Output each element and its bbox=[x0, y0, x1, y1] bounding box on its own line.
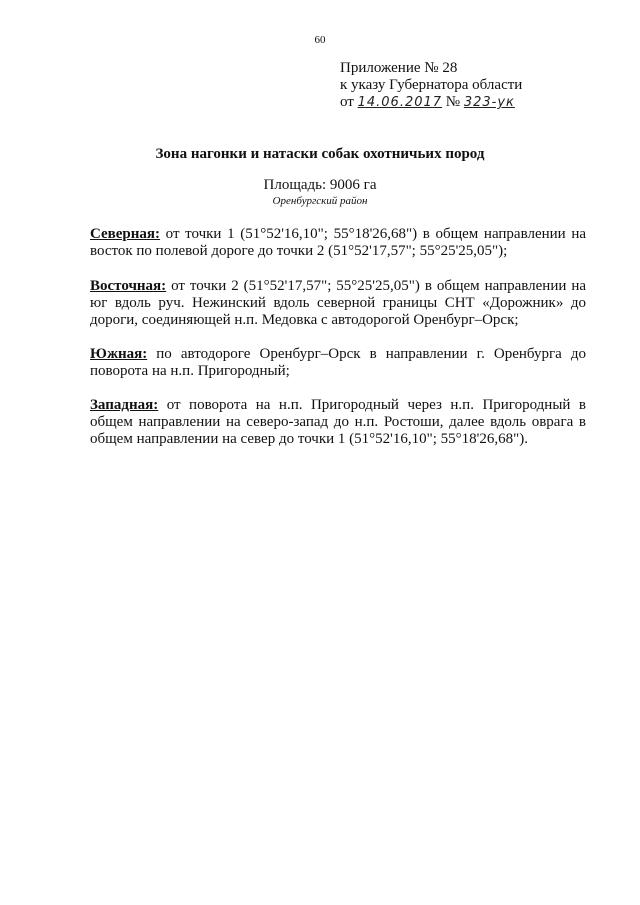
boundary-south bbox=[90, 346, 586, 380]
boundary-south-label: Южная: bbox=[90, 346, 148, 362]
handwritten-date: 14.06.2017 bbox=[357, 95, 443, 110]
boundary-east-label: Восточная: bbox=[90, 278, 167, 294]
boundary-north-text: от точки 1 (51°52'16,10"; 55°18'26,68") в общем направлении на восток по полевой дороге до точки 2 (51°52'17,57"; 55°25'25,05"); bbox=[90, 226, 587, 259]
handwritten-number: 323-ук bbox=[463, 95, 515, 110]
page-number: 60 bbox=[314, 34, 326, 46]
boundary-west bbox=[90, 397, 586, 448]
boundary-east bbox=[90, 278, 586, 329]
boundary-west-label: Западная: bbox=[90, 397, 159, 413]
appendix-number: Приложение № 28 bbox=[340, 60, 458, 76]
boundary-west-text: от поворота на н.п. Пригородный через н.п. Пригородный в общем направлении на северо-запад до н.п. Ростоши, далее вдоль оврага в общем направлении на север до точки 1 (51°52'16,10"; 55°18'26,68"). bbox=[90, 397, 586, 447]
document-title: Зона нагонки и натаски собак охотничьих пород bbox=[155, 146, 485, 162]
appendix-date-line bbox=[340, 94, 522, 111]
boundary-north-label: Северная: bbox=[90, 226, 161, 242]
number-prefix: № bbox=[445, 94, 461, 110]
district-text: Оренбургский район bbox=[272, 195, 368, 207]
area-text: Площадь: 9006 га bbox=[263, 177, 377, 193]
boundary-north bbox=[90, 226, 586, 260]
appendix-header bbox=[340, 60, 522, 111]
boundary-east-text: от точки 2 (51°52'17,57"; 55°25'25,05") в общем направлении на юг вдоль руч. Нежинский вдоль северной границы СНТ «Дорожник» до дороги, соединяющей н.п. Медовка с автодорогой Оренбург–Орск; bbox=[90, 278, 587, 328]
appendix-decree: к указу Губернатора области bbox=[340, 77, 523, 93]
date-prefix: от bbox=[340, 94, 354, 110]
boundary-south-text: по автодороге Оренбург–Орск в направлении г. Оренбурга до поворота на н.п. Пригородный; bbox=[90, 346, 586, 379]
